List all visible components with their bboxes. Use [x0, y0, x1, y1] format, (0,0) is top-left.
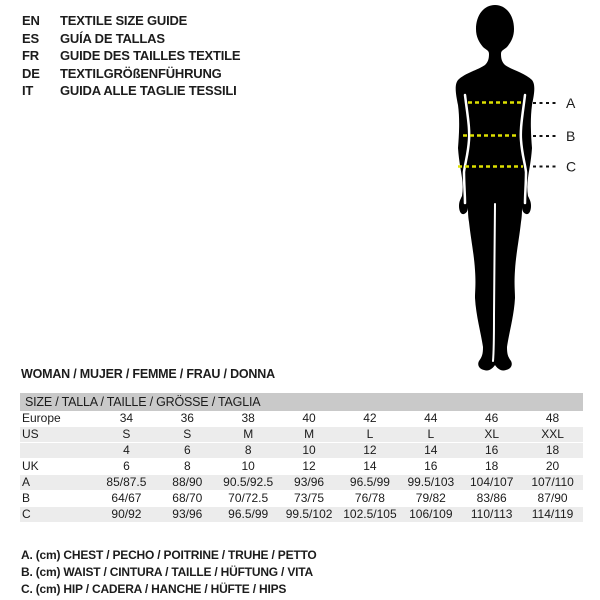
language-code: EN [22, 13, 40, 28]
size-cell: 48 [545, 411, 560, 425]
size-cell: 16 [485, 443, 499, 457]
size-cell: M [243, 427, 254, 441]
size-cell: 12 [302, 459, 316, 473]
size-cell: 96.5/99 [349, 475, 390, 489]
size-cell: 88/90 [172, 475, 203, 489]
size-cell: 110/113 [470, 507, 513, 521]
size-cell: XL [484, 427, 500, 441]
size-cell: 114/119 [531, 507, 574, 521]
size-cell: 8 [183, 459, 191, 473]
size-cell: L [366, 427, 374, 441]
size-cell: 107/110 [531, 475, 574, 489]
language-code: IT [22, 83, 34, 98]
size-cell: 10 [302, 443, 316, 457]
legend-hip: C. (cm) HIP / CADERA / HANCHE / HÜFTE / HIPS [21, 582, 287, 596]
size-cell: 90.5/92.5 [223, 475, 274, 489]
language-list [22, 12, 240, 100]
legend-waist: B. (cm) WAIST / CINTURA / TAILLE / HÜFTUNG / VITA [21, 565, 313, 579]
size-cell: 10 [241, 459, 255, 473]
size-cell: 64/67 [111, 491, 142, 505]
size-cell: L [427, 427, 435, 441]
size-cell: 6 [123, 459, 130, 473]
size-cell: 38 [241, 411, 255, 425]
size-cell: 93/96 [172, 507, 203, 521]
row-label: A [22, 475, 31, 489]
table-row [20, 507, 583, 523]
woman-figure-svg [415, 0, 600, 380]
table-row [20, 459, 583, 475]
language-label: GUIDE DES TAILLES TEXTILE [60, 48, 241, 63]
size-cell: 106/109 [409, 507, 453, 521]
language-row [22, 65, 240, 83]
size-cell: 87/90 [537, 491, 568, 505]
language-label: GUIDA ALLE TAGLIE TESSILI [60, 83, 237, 98]
size-cell: 34 [119, 411, 134, 425]
size-cell: 85/87.5 [106, 475, 147, 489]
size-cell: 99.5/103 [407, 475, 455, 489]
size-cell: 14 [424, 443, 438, 457]
language-row [22, 47, 240, 65]
size-cell: 8 [244, 443, 252, 457]
size-cell: M [304, 427, 315, 441]
size-table-body [20, 411, 583, 523]
section-title: WOMAN / MUJER / FEMME / FRAU / DONNA [21, 367, 275, 381]
measurement-legend [21, 547, 317, 598]
size-cell: 68/70 [172, 491, 203, 505]
waist-label: B [566, 128, 576, 144]
size-cell: 73/75 [294, 491, 325, 505]
row-label [20, 443, 96, 459]
size-cell: 42 [363, 411, 377, 425]
language-label: TEXTILGRÖßENFÜHRUNG [60, 65, 222, 81]
size-cell: XXL [541, 427, 564, 441]
table-row [20, 475, 583, 491]
size-cell: 96.5/99 [228, 507, 269, 521]
language-row [22, 30, 240, 48]
size-cell: 6 [183, 443, 191, 457]
row-label: US [22, 427, 39, 441]
size-cell: 4 [123, 443, 130, 457]
table-row [20, 427, 583, 443]
language-code: FR [22, 48, 39, 63]
size-cell: 18 [545, 443, 560, 457]
size-cell: 40 [302, 411, 316, 425]
row-label: B [22, 491, 31, 505]
size-cell: 20 [545, 459, 560, 473]
row-label: Europe [22, 411, 61, 425]
size-cell: 83/86 [476, 491, 507, 505]
size-cell: 14 [363, 459, 377, 473]
size-cell: 16 [424, 459, 438, 473]
row-label: C [22, 507, 31, 521]
language-code: ES [22, 30, 39, 46]
size-cell: 99.5/102 [285, 507, 333, 521]
size-cell: 36 [180, 411, 194, 425]
size-cell: 93/96 [294, 475, 325, 489]
size-cell: 102.5/105 [343, 507, 397, 521]
table-row [20, 443, 583, 459]
size-cell: 79/82 [415, 491, 446, 505]
size-cell: S [183, 427, 192, 441]
size-table-header: SIZE / TALLA / TAILLE / GRÖSSE / TAGLIA [20, 393, 583, 411]
size-cell: S [122, 427, 131, 441]
language-label: GUÍA DE TALLAS [60, 30, 165, 46]
size-cell: 104/107 [469, 475, 514, 489]
row-label: UK [22, 459, 39, 473]
size-cell: 44 [424, 411, 438, 425]
language-label: TEXTILE SIZE GUIDE [60, 13, 188, 28]
language-code: DE [22, 65, 40, 81]
chest-label: A [566, 95, 576, 111]
table-row [20, 491, 583, 507]
legend-chest: A. (cm) CHEST / PECHO / POITRINE / TRUHE / PETTO [21, 548, 317, 562]
size-cell: 46 [485, 411, 499, 425]
measurement-figure [415, 0, 600, 380]
language-row [22, 82, 240, 100]
size-cell: 90/92 [111, 507, 142, 521]
size-table [20, 393, 583, 523]
language-row [22, 12, 240, 30]
size-cell: 12 [363, 443, 377, 457]
table-header-row [20, 393, 583, 411]
table-row [20, 411, 583, 427]
size-cell: 18 [485, 459, 499, 473]
size-cell: 76/78 [354, 491, 385, 505]
hip-label: C [566, 158, 577, 175]
size-cell: 70/72.5 [228, 491, 269, 505]
